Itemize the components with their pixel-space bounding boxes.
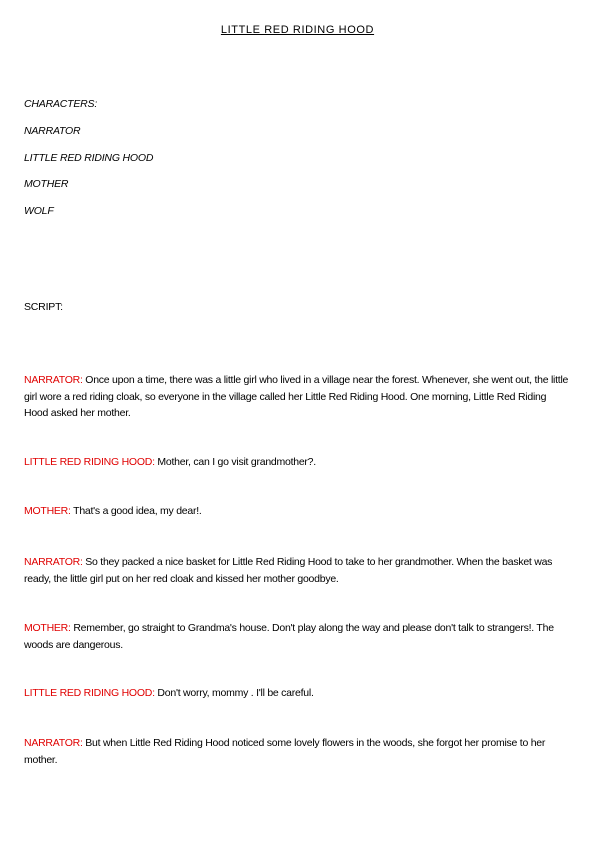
speaker-label: NARRATOR: — [24, 737, 83, 749]
script-label: SCRIPT: — [24, 301, 63, 313]
dialogue-text: Mother, can I go visit grandmother?. — [154, 456, 316, 468]
script-line — [24, 503, 572, 520]
character-little-red-riding-hood: LITTLE RED RIDING HOOD — [24, 152, 154, 164]
script-line — [24, 685, 572, 702]
speaker-label: MOTHER: — [24, 505, 71, 517]
script-line — [24, 735, 572, 768]
dialogue-text: Once upon a time, there was a little girl who lived in a village near the forest. Whenever, she went out, the little girl wore a red riding cloak, so everyone in the village called her Little Red Riding Hood. One morning, Little Red Riding Hood asked her mother. — [24, 374, 569, 419]
dialogue-text: Remember, go straight to Grandma's house. Don't play along the way and please don't talk to strangers!. The woods are dangerous. — [24, 622, 554, 651]
dialogue-text: That's a good idea, my dear!. — [70, 505, 202, 517]
character-narrator: NARRATOR — [24, 125, 81, 137]
speaker-label: LITTLE RED RIDING HOOD: — [24, 456, 155, 468]
speaker-label: NARRATOR: — [24, 556, 83, 568]
speaker-label: NARRATOR: — [24, 374, 83, 386]
character-wolf: WOLF — [24, 205, 54, 217]
character-mother: MOTHER — [24, 178, 69, 190]
script-line — [24, 554, 572, 587]
script-line — [24, 372, 572, 422]
document-title: LITTLE RED RIDING HOOD — [220, 24, 375, 36]
speaker-label: LITTLE RED RIDING HOOD: — [24, 687, 155, 699]
dialogue-text: Don't worry, mommy . I'll be careful. — [154, 687, 314, 699]
script-line — [24, 620, 572, 653]
speaker-label: MOTHER: — [24, 622, 71, 634]
dialogue-text: But when Little Red Riding Hood noticed some lovely flowers in the woods, she forgot her promise to her mother. — [24, 737, 546, 766]
script-line — [24, 454, 572, 471]
characters-heading: CHARACTERS: — [24, 98, 98, 110]
dialogue-text: So they packed a nice basket for Little Red Riding Hood to take to her grandmother. When the basket was ready, the little girl put on her red cloak and kissed her mother goodbye. — [24, 556, 553, 585]
